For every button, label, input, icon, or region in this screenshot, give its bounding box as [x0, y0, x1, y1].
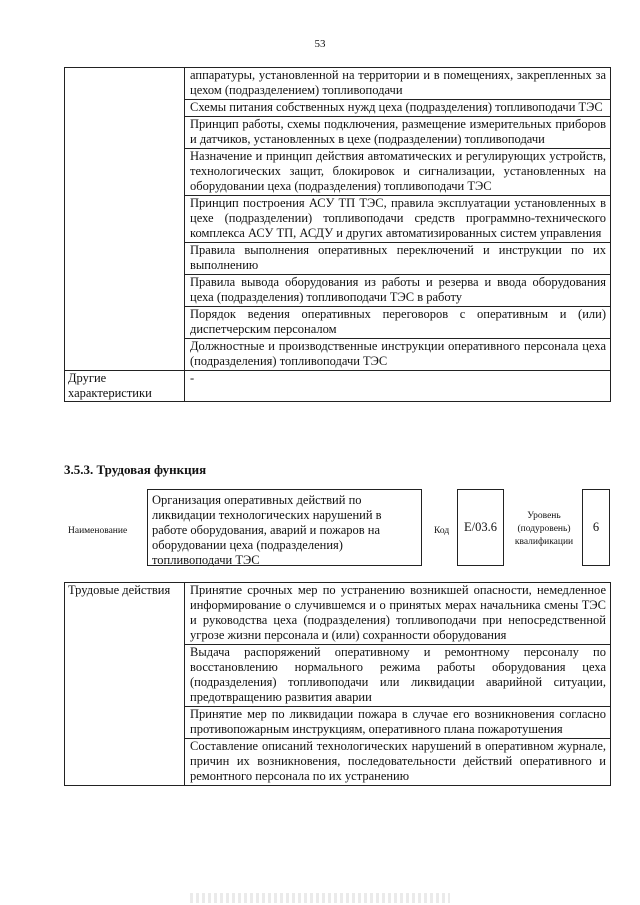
section-heading: 3.5.3. Трудовая функция — [64, 462, 207, 477]
knowledge-item: Должностные и производственные инструкции оперативного персонала цеха (подразделения) топливоподачи ТЭС — [185, 339, 611, 371]
scan-footer-mark — [190, 893, 450, 903]
knowledge-item: Правила выполнения оперативных переключений и инструкции по их выполнению — [185, 243, 611, 275]
qualification-level-box: 6 — [582, 489, 610, 566]
table-row — [65, 68, 611, 100]
knowledge-item: Назначение и принцип действия автоматических и регулирующих устройств, технологических защит, блокировок и сигнализации, установленных на оборудовании цеха (подразделения) топливоподачи ТЭС — [185, 149, 611, 196]
knowledge-item: Принцип построения АСУ ТП ТЭС, правила эксплуатации установленных в цехе (подразделении) топливоподачи средств программно-технического комплекса АСУ ТП, АСДУ и других автоматизированных систем управления — [185, 196, 611, 243]
labor-action-item: Принятие срочных мер по устранению возникшей опасности, немедленное информирование о случившемся и о принятых мерах начальника смены ТЭС и руководства цеха (подразделения) топливоподачи при непосредственной угрозе жизни персонала и (или) сохранности оборудования — [185, 583, 611, 645]
labor-action-item: Составление описаний технологических нарушений в оперативном журнале, причин их возникновения, последовательности действий оперативного и ремонтного персонала по их устранению — [185, 739, 611, 786]
knowledge-item: Порядок ведения оперативных переговоров с оперативным и (или) диспетчерским персоналом — [185, 307, 611, 339]
knowledge-item: Принцип работы, схемы подключения, размещение измерительных приборов и датчиков, установленных в цехе (подразделении) топливоподачи — [185, 117, 611, 149]
knowledge-item: Схемы питания собственных нужд цеха (подразделения) топливоподачи ТЭС — [185, 100, 611, 117]
knowledge-item: Правила вывода оборудования из работы и резерва и ввода оборудования цеха (подразделения) топливоподачи ТЭС в работу — [185, 275, 611, 307]
knowledge-item: аппаратуры, установленной на территории и в помещениях, закрепленных за цехом (подразделением) топливоподачи — [185, 68, 611, 100]
page-number: 53 — [314, 38, 326, 50]
knowledge-label-cell — [65, 68, 185, 371]
name-label: Наименование — [68, 526, 128, 536]
function-name-box: Организация оперативных действий по ликвидации технологических нарушений в работе оборудования, аварий и пожаров на оборудовании цеха (подразделения) топливоподачи ТЭС — [147, 489, 422, 566]
qualification-level-label: Уровень (подуровень) квалификации — [514, 511, 574, 547]
other-characteristics-value: - — [185, 371, 611, 402]
table-row — [65, 583, 611, 645]
labor-action-item: Выдача распоряжений оперативному и ремонтному персоналу по восстановлению нормального режима работы оборудования цеха (подразделения) топливоподачи или ликвидации аварийной ситуации, предотвращению развития аварии — [185, 645, 611, 707]
other-characteristics-label: Другие характеристики — [65, 371, 185, 402]
table-row — [65, 371, 611, 402]
labor-actions-label: Трудовые действия — [65, 583, 185, 786]
code-label: Код — [434, 526, 450, 536]
knowledge-table — [64, 67, 611, 402]
labor-action-item: Принятие мер по ликвидации пожара в случае его возникновения согласно противопожарным инструкциям, оперативного плана пожаротушения — [185, 707, 611, 739]
code-value-box: Е/03.6 — [457, 489, 504, 566]
labor-actions-table — [64, 582, 611, 786]
